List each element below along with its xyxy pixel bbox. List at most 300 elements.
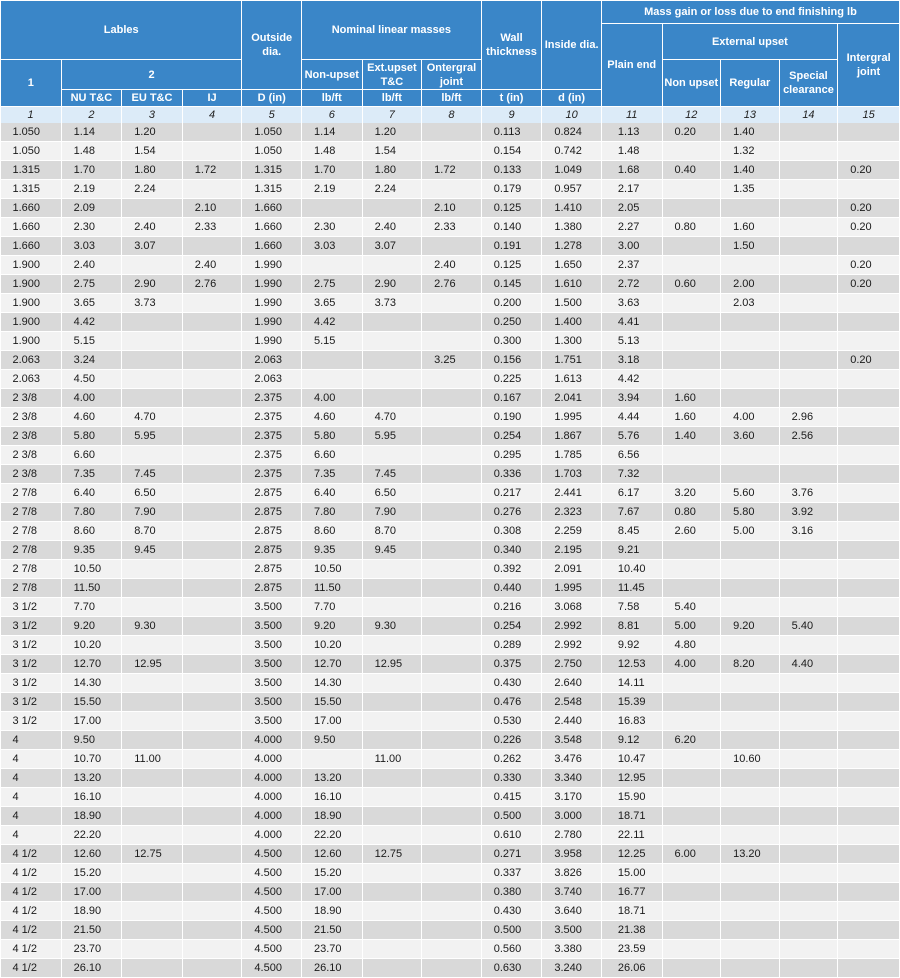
table-cell: 12.75 bbox=[362, 845, 422, 864]
table-cell bbox=[721, 769, 780, 788]
table-cell: 0.20 bbox=[838, 199, 900, 218]
table-cell: 0.375 bbox=[481, 655, 542, 674]
table-cell: 5.95 bbox=[122, 427, 183, 446]
table-cell: 9.92 bbox=[601, 636, 662, 655]
table-cell: 2.40 bbox=[182, 256, 242, 275]
table-cell bbox=[838, 123, 900, 142]
table-cell bbox=[662, 769, 721, 788]
table-cell: 7.90 bbox=[362, 503, 422, 522]
table-cell: 2.19 bbox=[61, 180, 122, 199]
table-cell: 21.50 bbox=[301, 921, 362, 940]
table-cell: 3.476 bbox=[542, 750, 602, 769]
table-cell: 4 bbox=[1, 750, 62, 769]
table-cell: 4.500 bbox=[242, 845, 302, 864]
table-cell: 2.750 bbox=[542, 655, 602, 674]
table-cell bbox=[662, 712, 721, 731]
table-cell bbox=[838, 370, 900, 389]
table-cell: 0.262 bbox=[481, 750, 542, 769]
table-cell: 2.37 bbox=[601, 256, 662, 275]
table-cell: 4.000 bbox=[242, 807, 302, 826]
table-cell: 12.25 bbox=[601, 845, 662, 864]
table-cell bbox=[422, 484, 482, 503]
table-cell: 0.156 bbox=[481, 351, 542, 370]
table-cell: 10.50 bbox=[301, 560, 362, 579]
table-cell: 1.613 bbox=[542, 370, 602, 389]
table-cell: 2.30 bbox=[301, 218, 362, 237]
table-cell bbox=[182, 807, 242, 826]
table-cell: 0.145 bbox=[481, 275, 542, 294]
table-cell bbox=[779, 636, 838, 655]
table-cell: 1.900 bbox=[1, 275, 62, 294]
table-cell: 1.32 bbox=[721, 142, 780, 161]
table-cell: 2.90 bbox=[122, 275, 183, 294]
table-cell: 2.76 bbox=[182, 275, 242, 294]
outside-dia-header: Outside dia. bbox=[242, 1, 302, 90]
table-cell: 3.07 bbox=[362, 237, 422, 256]
table-cell: 3.958 bbox=[542, 845, 602, 864]
table-cell bbox=[721, 446, 780, 465]
table-cell: 6.60 bbox=[301, 446, 362, 465]
table-row bbox=[1, 313, 900, 332]
table-cell bbox=[721, 332, 780, 351]
table-cell: 7.80 bbox=[61, 503, 122, 522]
plain-end-header: Plain end bbox=[601, 24, 662, 107]
table-cell: 0.200 bbox=[481, 294, 542, 313]
table-cell: 2.992 bbox=[542, 617, 602, 636]
table-cell bbox=[122, 731, 183, 750]
table-cell bbox=[182, 617, 242, 636]
table-cell: 4.41 bbox=[601, 313, 662, 332]
table-cell bbox=[662, 788, 721, 807]
column-number: 5 bbox=[242, 107, 302, 124]
table-cell: 10.47 bbox=[601, 750, 662, 769]
table-cell bbox=[182, 883, 242, 902]
table-cell bbox=[779, 237, 838, 256]
table-cell bbox=[422, 674, 482, 693]
table-cell bbox=[838, 769, 900, 788]
table-cell bbox=[721, 826, 780, 845]
table-cell: 1.40 bbox=[721, 123, 780, 142]
table-cell bbox=[182, 541, 242, 560]
table-cell bbox=[122, 674, 183, 693]
mass-gain-header: Mass gain or loss due to end finishing lb bbox=[601, 1, 899, 24]
unit-d-header: D (in) bbox=[242, 90, 302, 107]
table-cell: 1.14 bbox=[61, 123, 122, 142]
table-cell bbox=[779, 826, 838, 845]
column-number: 1 bbox=[1, 107, 62, 124]
table-cell bbox=[362, 788, 422, 807]
table-cell bbox=[422, 579, 482, 598]
table-cell bbox=[779, 674, 838, 693]
table-cell bbox=[182, 674, 242, 693]
table-cell: 5.15 bbox=[61, 332, 122, 351]
table-cell bbox=[362, 598, 422, 617]
table-cell bbox=[182, 921, 242, 940]
table-cell: 12.60 bbox=[61, 845, 122, 864]
table-row bbox=[1, 351, 900, 370]
table-cell: 4.42 bbox=[601, 370, 662, 389]
table-cell: 1.48 bbox=[61, 142, 122, 161]
table-row bbox=[1, 237, 900, 256]
table-cell: 9.21 bbox=[601, 541, 662, 560]
table-row bbox=[1, 465, 900, 484]
table-cell: 4.70 bbox=[362, 408, 422, 427]
table-cell bbox=[122, 769, 183, 788]
table-cell: 0.430 bbox=[481, 674, 542, 693]
table-cell bbox=[122, 940, 183, 959]
table-cell: 0.40 bbox=[662, 161, 721, 180]
table-row bbox=[1, 522, 900, 541]
table-cell: 2.33 bbox=[422, 218, 482, 237]
table-row bbox=[1, 161, 900, 180]
table-cell: 7.35 bbox=[301, 465, 362, 484]
table-cell bbox=[662, 313, 721, 332]
table-cell bbox=[182, 313, 242, 332]
table-cell bbox=[779, 959, 838, 978]
table-cell: 1.900 bbox=[1, 332, 62, 351]
table-cell: 2.17 bbox=[601, 180, 662, 199]
table-cell: 0.440 bbox=[481, 579, 542, 598]
table-cell bbox=[182, 788, 242, 807]
table-cell bbox=[838, 807, 900, 826]
table-cell bbox=[422, 389, 482, 408]
table-cell: 0.60 bbox=[662, 275, 721, 294]
table-cell: 0.500 bbox=[481, 807, 542, 826]
column-number: 14 bbox=[779, 107, 838, 124]
table-cell: 1.785 bbox=[542, 446, 602, 465]
table-cell bbox=[122, 579, 183, 598]
table-row bbox=[1, 959, 900, 978]
table-cell: 2 7/8 bbox=[1, 541, 62, 560]
table-cell bbox=[422, 598, 482, 617]
table-cell bbox=[362, 370, 422, 389]
table-cell bbox=[182, 142, 242, 161]
table-cell: 9.20 bbox=[721, 617, 780, 636]
table-cell: 2.375 bbox=[242, 446, 302, 465]
table-cell: 2.875 bbox=[242, 484, 302, 503]
labels-header: Lables bbox=[1, 1, 242, 60]
table-cell: 11.45 bbox=[601, 579, 662, 598]
table-cell bbox=[838, 731, 900, 750]
table-cell: 4.500 bbox=[242, 902, 302, 921]
table-cell bbox=[779, 750, 838, 769]
table-cell: 4.500 bbox=[242, 959, 302, 978]
table-cell: 0.630 bbox=[481, 959, 542, 978]
table-cell: 2.75 bbox=[61, 275, 122, 294]
table-cell: 1.40 bbox=[721, 161, 780, 180]
table-cell: 4.500 bbox=[242, 940, 302, 959]
table-cell: 16.77 bbox=[601, 883, 662, 902]
table-cell bbox=[422, 712, 482, 731]
table-cell: 4.44 bbox=[601, 408, 662, 427]
column-number: 7 bbox=[362, 107, 422, 124]
table-cell: 1.48 bbox=[601, 142, 662, 161]
table-cell bbox=[721, 712, 780, 731]
table-cell bbox=[362, 940, 422, 959]
table-cell: 6.50 bbox=[362, 484, 422, 503]
table-cell bbox=[838, 845, 900, 864]
table-cell bbox=[422, 921, 482, 940]
table-cell bbox=[779, 807, 838, 826]
table-cell bbox=[182, 560, 242, 579]
table-cell: 21.50 bbox=[61, 921, 122, 940]
table-cell bbox=[122, 693, 183, 712]
table-cell bbox=[779, 845, 838, 864]
table-cell: 17.00 bbox=[301, 883, 362, 902]
table-cell: 1.050 bbox=[242, 123, 302, 142]
table-cell: 4.00 bbox=[301, 389, 362, 408]
table-cell: 1.400 bbox=[542, 313, 602, 332]
table-cell bbox=[422, 541, 482, 560]
table-cell: 8.70 bbox=[122, 522, 183, 541]
table-cell: 4.60 bbox=[61, 408, 122, 427]
table-cell: 1.660 bbox=[1, 199, 62, 218]
table-cell: 7.80 bbox=[301, 503, 362, 522]
table-cell bbox=[422, 446, 482, 465]
table-cell: 1.60 bbox=[662, 389, 721, 408]
table-cell bbox=[662, 864, 721, 883]
table-cell: 18.71 bbox=[601, 807, 662, 826]
table-cell: 2.780 bbox=[542, 826, 602, 845]
table-cell: 5.80 bbox=[301, 427, 362, 446]
table-cell: 23.59 bbox=[601, 940, 662, 959]
table-cell: 5.60 bbox=[721, 484, 780, 503]
table-cell bbox=[838, 294, 900, 313]
table-cell: 3.500 bbox=[242, 712, 302, 731]
table-cell: 1.050 bbox=[242, 142, 302, 161]
table-row bbox=[1, 541, 900, 560]
table-cell: 13.20 bbox=[721, 845, 780, 864]
table-cell: 2.441 bbox=[542, 484, 602, 503]
table-cell bbox=[779, 731, 838, 750]
table-cell: 0.415 bbox=[481, 788, 542, 807]
table-cell: 6.50 bbox=[122, 484, 183, 503]
table-cell: 3.500 bbox=[242, 655, 302, 674]
table-row bbox=[1, 769, 900, 788]
table-cell bbox=[662, 750, 721, 769]
table-cell: 0.308 bbox=[481, 522, 542, 541]
table-cell: 5.40 bbox=[662, 598, 721, 617]
table-cell bbox=[362, 883, 422, 902]
table-cell: 4 bbox=[1, 731, 62, 750]
table-cell: 7.90 bbox=[122, 503, 183, 522]
table-cell bbox=[662, 674, 721, 693]
table-cell bbox=[779, 864, 838, 883]
table-cell: 1.990 bbox=[242, 256, 302, 275]
table-row bbox=[1, 864, 900, 883]
table-cell: 2.27 bbox=[601, 218, 662, 237]
table-cell: 2.259 bbox=[542, 522, 602, 541]
table-row bbox=[1, 332, 900, 351]
table-cell: 6.40 bbox=[301, 484, 362, 503]
table-cell bbox=[721, 902, 780, 921]
table-cell: 3.65 bbox=[301, 294, 362, 313]
table-cell bbox=[362, 199, 422, 218]
table-cell bbox=[662, 465, 721, 484]
table-cell: 8.70 bbox=[362, 522, 422, 541]
table-cell bbox=[721, 693, 780, 712]
table-cell: 11.50 bbox=[61, 579, 122, 598]
table-cell: 1.300 bbox=[542, 332, 602, 351]
table-cell bbox=[721, 674, 780, 693]
table-cell bbox=[662, 826, 721, 845]
table-cell bbox=[838, 465, 900, 484]
table-cell bbox=[779, 712, 838, 731]
table-cell: 3.76 bbox=[779, 484, 838, 503]
table-cell: 2.640 bbox=[542, 674, 602, 693]
table-row bbox=[1, 370, 900, 389]
table-cell: 4.000 bbox=[242, 788, 302, 807]
table-cell: 11.50 bbox=[301, 579, 362, 598]
table-cell: 3.73 bbox=[122, 294, 183, 313]
table-cell: 2.19 bbox=[301, 180, 362, 199]
table-cell bbox=[362, 332, 422, 351]
table-cell: 4.00 bbox=[721, 408, 780, 427]
table-cell: 3.16 bbox=[779, 522, 838, 541]
table-cell bbox=[838, 864, 900, 883]
table-cell: 1.68 bbox=[601, 161, 662, 180]
table-cell: 8.20 bbox=[721, 655, 780, 674]
table-cell: 18.90 bbox=[301, 902, 362, 921]
table-cell: 1.14 bbox=[301, 123, 362, 142]
table-cell: 1.867 bbox=[542, 427, 602, 446]
table-cell: 2.76 bbox=[422, 275, 482, 294]
table-cell: 12.95 bbox=[362, 655, 422, 674]
table-cell: 2.875 bbox=[242, 579, 302, 598]
table-cell: 1.60 bbox=[662, 408, 721, 427]
table-cell bbox=[422, 294, 482, 313]
col1-header: 1 bbox=[1, 60, 62, 107]
table-cell bbox=[721, 351, 780, 370]
table-cell bbox=[182, 484, 242, 503]
table-cell: 2.09 bbox=[61, 199, 122, 218]
table-cell bbox=[122, 807, 183, 826]
table-cell: 1.20 bbox=[362, 123, 422, 142]
table-cell bbox=[182, 351, 242, 370]
table-cell bbox=[838, 617, 900, 636]
table-cell: 8.81 bbox=[601, 617, 662, 636]
table-cell: 0.20 bbox=[838, 275, 900, 294]
table-row bbox=[1, 142, 900, 161]
table-cell bbox=[838, 484, 900, 503]
table-cell: 2.24 bbox=[362, 180, 422, 199]
table-cell bbox=[422, 731, 482, 750]
table-row bbox=[1, 902, 900, 921]
table-cell bbox=[422, 845, 482, 864]
table-cell bbox=[422, 503, 482, 522]
table-cell bbox=[779, 389, 838, 408]
table-row bbox=[1, 921, 900, 940]
table-cell bbox=[122, 199, 183, 218]
table-cell bbox=[422, 693, 482, 712]
table-cell: 9.12 bbox=[601, 731, 662, 750]
table-cell: 2.440 bbox=[542, 712, 602, 731]
table-cell: 2.063 bbox=[1, 370, 62, 389]
integral-joint-2-header: Intergral joint bbox=[838, 24, 900, 107]
table-cell: 14.30 bbox=[301, 674, 362, 693]
table-cell: 1.48 bbox=[301, 142, 362, 161]
table-cell: 10.20 bbox=[61, 636, 122, 655]
table-cell: 3.170 bbox=[542, 788, 602, 807]
table-cell: 2.091 bbox=[542, 560, 602, 579]
table-cell bbox=[721, 864, 780, 883]
column-number: 12 bbox=[662, 107, 721, 124]
table-cell bbox=[122, 446, 183, 465]
table-cell: 10.70 bbox=[61, 750, 122, 769]
table-cell bbox=[422, 332, 482, 351]
table-cell bbox=[182, 408, 242, 427]
table-cell: 11.00 bbox=[362, 750, 422, 769]
table-cell bbox=[422, 750, 482, 769]
table-cell: 4.60 bbox=[301, 408, 362, 427]
table-cell: 3.63 bbox=[601, 294, 662, 313]
table-cell: 12.95 bbox=[122, 655, 183, 674]
table-cell: 0.226 bbox=[481, 731, 542, 750]
table-cell: 1.751 bbox=[542, 351, 602, 370]
table-cell: 0.289 bbox=[481, 636, 542, 655]
table-cell bbox=[422, 560, 482, 579]
table-cell bbox=[779, 351, 838, 370]
table-cell: 9.45 bbox=[362, 541, 422, 560]
table-cell: 3.500 bbox=[242, 693, 302, 712]
table-cell bbox=[362, 446, 422, 465]
table-cell: 4.70 bbox=[122, 408, 183, 427]
table-cell: 1.660 bbox=[242, 237, 302, 256]
table-cell bbox=[838, 408, 900, 427]
table-cell bbox=[122, 921, 183, 940]
table-cell: 16.10 bbox=[61, 788, 122, 807]
table-cell bbox=[182, 465, 242, 484]
table-cell: 1.990 bbox=[242, 313, 302, 332]
wall-thickness-header: Wall thickness bbox=[481, 1, 542, 90]
table-cell bbox=[721, 731, 780, 750]
table-cell: 9.30 bbox=[362, 617, 422, 636]
table-cell: 2.96 bbox=[779, 408, 838, 427]
table-cell: 1.278 bbox=[542, 237, 602, 256]
ext-non-upset-header: Non upset bbox=[662, 60, 721, 107]
table-cell: 17.00 bbox=[61, 883, 122, 902]
column-number: 15 bbox=[838, 107, 900, 124]
table-cell: 3.640 bbox=[542, 902, 602, 921]
table-cell: 14.11 bbox=[601, 674, 662, 693]
table-cell: 3.07 bbox=[122, 237, 183, 256]
table-cell: 1.660 bbox=[1, 237, 62, 256]
table-cell bbox=[721, 389, 780, 408]
table-cell: 3.18 bbox=[601, 351, 662, 370]
table-cell bbox=[838, 712, 900, 731]
table-cell: 3 1/2 bbox=[1, 655, 62, 674]
table-cell bbox=[721, 959, 780, 978]
table-cell: 5.80 bbox=[61, 427, 122, 446]
table-cell: 1.900 bbox=[1, 294, 62, 313]
table-cell: 4.50 bbox=[61, 370, 122, 389]
table-row bbox=[1, 598, 900, 617]
nominal-linear-masses-header: Nominal linear masses bbox=[301, 1, 481, 60]
table-cell: 5.80 bbox=[721, 503, 780, 522]
table-cell bbox=[779, 218, 838, 237]
table-cell: 0.340 bbox=[481, 541, 542, 560]
table-cell: 4.500 bbox=[242, 864, 302, 883]
table-cell bbox=[182, 389, 242, 408]
table-row bbox=[1, 275, 900, 294]
table-cell: 9.50 bbox=[61, 731, 122, 750]
table-cell: 4.000 bbox=[242, 769, 302, 788]
table-cell: 2.875 bbox=[242, 522, 302, 541]
table-cell: 3.94 bbox=[601, 389, 662, 408]
table-cell: 0.560 bbox=[481, 940, 542, 959]
table-cell: 7.67 bbox=[601, 503, 662, 522]
table-row bbox=[1, 807, 900, 826]
